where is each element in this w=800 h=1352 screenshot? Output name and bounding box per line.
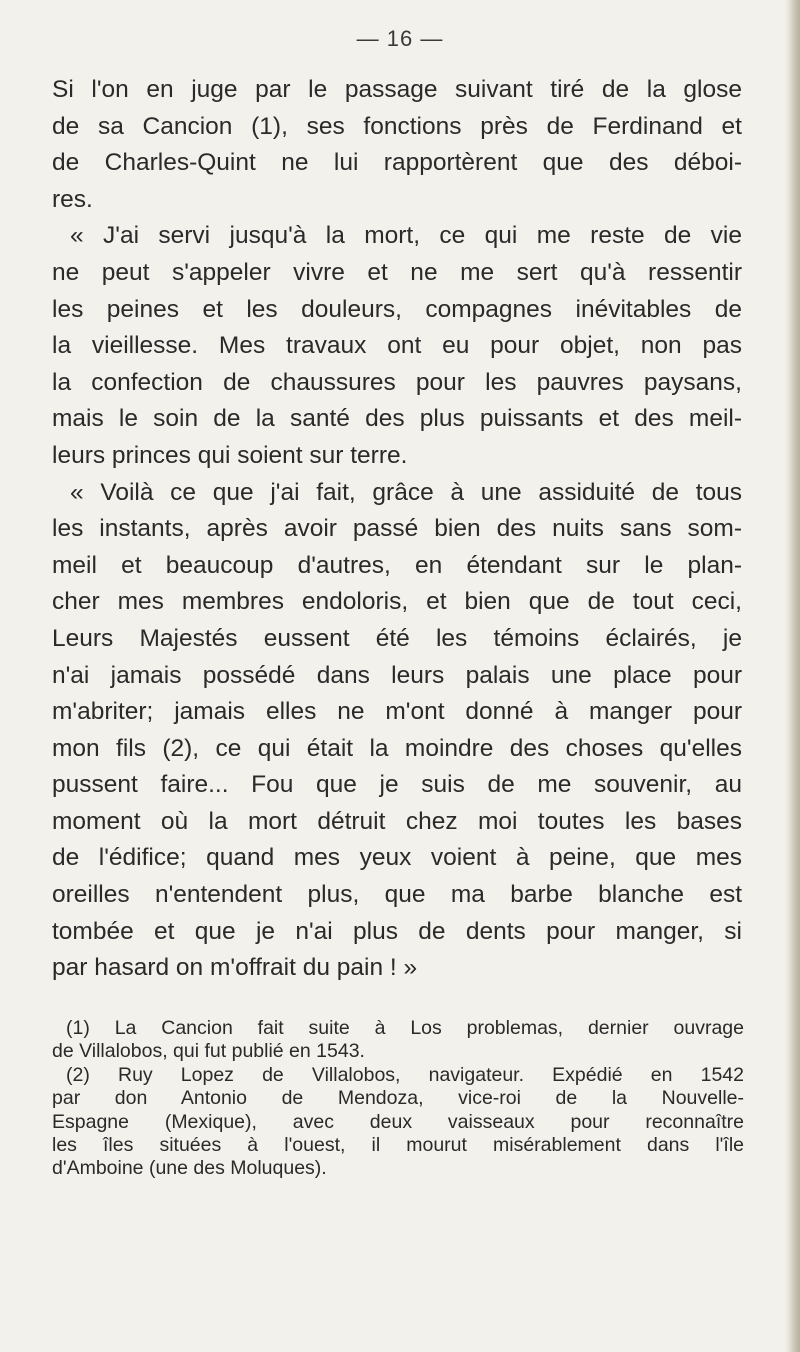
footnote-line: (1) La Cancion fait suite à Los problemas, dernier ouvrage bbox=[66, 1017, 744, 1039]
text-line: ne peut s'appeler vivre et ne me sert qu'à ressentir bbox=[52, 258, 742, 286]
text-line: les instants, après avoir passé bien des nuits sans som- bbox=[52, 515, 742, 543]
text-line: tombée et que je n'ai plus de dents pour manger, si bbox=[52, 917, 742, 945]
text-line: mon fils (2), ce qui était la moindre des choses qu'elles bbox=[52, 734, 742, 762]
text-line: « Voilà ce que j'ai fait, grâce à une assiduité de tous bbox=[70, 478, 742, 506]
footnotes bbox=[52, 1017, 744, 1181]
text-line: moment où la mort détruit chez moi toutes les bases bbox=[52, 807, 742, 835]
text-line: la vieillesse. Mes travaux ont eu pour objet, non pas bbox=[52, 332, 742, 360]
text-line: cher mes membres endoloris, et bien que de tout ceci, bbox=[52, 588, 742, 616]
text-line: les peines et les douleurs, compagnes inévitables de bbox=[52, 295, 742, 323]
text-line: mais le soin de la santé des plus puissants et des meil- bbox=[52, 405, 742, 433]
footnote-line: les îles situées à l'ouest, il mourut misérablement dans l'île bbox=[52, 1134, 744, 1157]
page-edge-shadow bbox=[784, 0, 800, 1352]
text-line: m'abriter; jamais elles ne m'ont donné à manger pour bbox=[52, 698, 742, 726]
page-number: — 16 — bbox=[356, 26, 444, 51]
text-line: leurs princes qui soient sur terre. bbox=[52, 441, 408, 469]
main-text bbox=[52, 72, 742, 987]
text-line: Si l'on en juge par le passage suivant tiré de la glose bbox=[52, 76, 742, 103]
text-line: n'ai jamais possédé dans leurs palais une place pour bbox=[52, 661, 742, 689]
text-line: de sa Cancion (1), ses fonctions près de Ferdinand et bbox=[52, 112, 742, 140]
text-line: pussent faire... Fou que je suis de me souvenir, au bbox=[52, 771, 742, 799]
text-line: de l'édifice; quand mes yeux voient à peine, que mes bbox=[52, 844, 742, 872]
footnote-line: par don Antonio de Mendoza, vice-roi de la Nouvelle- bbox=[52, 1087, 744, 1110]
footnote-line: Espagne (Mexique), avec deux vaisseaux pour reconnaître bbox=[52, 1110, 744, 1133]
footnote-line: de Villalobos, qui fut publié en 1543. bbox=[52, 1040, 365, 1063]
text-line: de Charles-Quint ne lui rapportèrent que des déboi- bbox=[52, 149, 742, 177]
text-line: res. bbox=[52, 185, 93, 213]
text-line: oreilles n'entendent plus, que ma barbe blanche est bbox=[52, 881, 742, 909]
text-line: la confection de chaussures pour les pauvres paysans, bbox=[52, 368, 742, 396]
footnote-line: (2) Ruy Lopez de Villalobos, navigateur. Expédié en 1542 bbox=[66, 1063, 744, 1086]
footnote-line: d'Amboine (une des Moluques). bbox=[52, 1157, 327, 1180]
text-line: par hasard on m'offrait du pain ! » bbox=[52, 954, 418, 982]
text-line: « J'ai servi jusqu'à la mort, ce qui me reste de vie bbox=[70, 222, 742, 250]
text-line: meil et beaucoup d'autres, en étendant sur le plan- bbox=[52, 551, 742, 579]
text-line: Leurs Majestés eussent été les témoins éclairés, je bbox=[52, 624, 742, 652]
